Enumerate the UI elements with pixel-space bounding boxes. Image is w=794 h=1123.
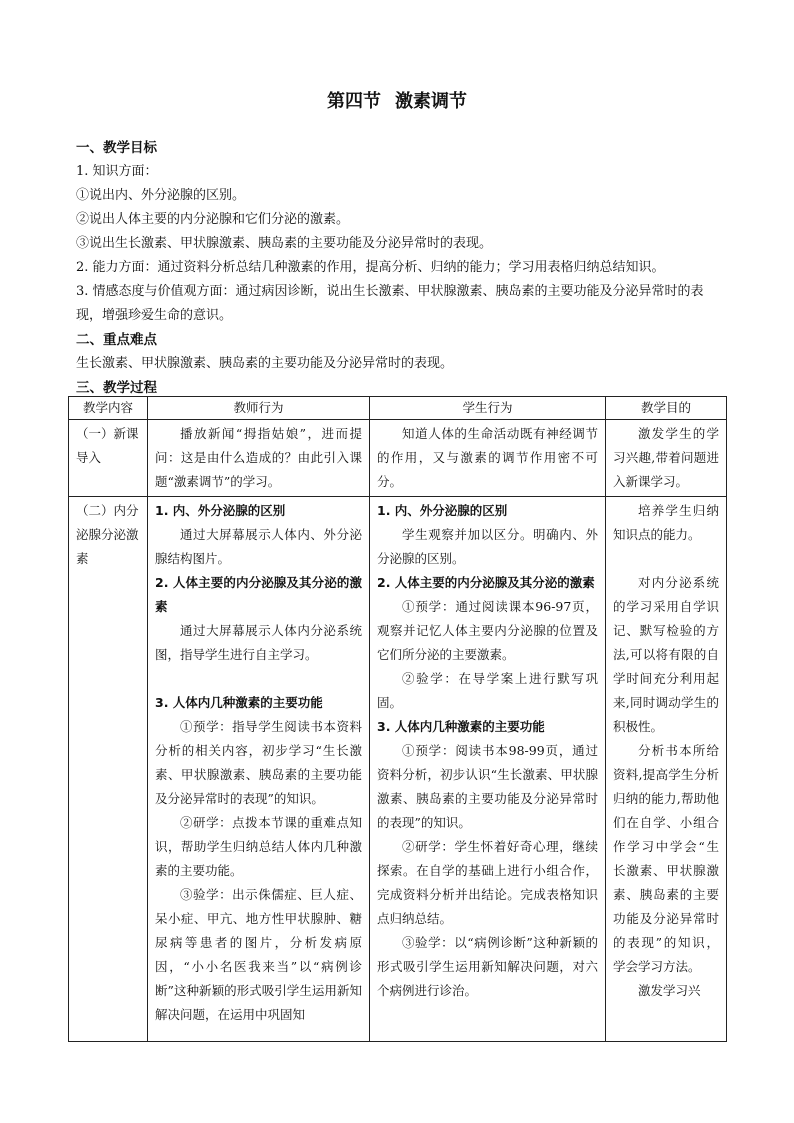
student-paragraph: ①预学：通过阅读课本96-97页，观察并记忆人体主要内分泌腺的位置及它们所分泌的主要激素。 [377,599,598,662]
objective-line: 3. 情感态度与价值观方面：通过病因诊断，说出生长激素、甲状腺激素、胰岛素的主要功能及分泌异常时的表现，增强珍爱生命的意识。 [76,284,704,323]
section-heading-key-points: 二、重点难点 [76,332,157,348]
purpose-paragraph: 分析书本所给资料,提高学生分析归纳的能力,帮助他们在自学、小组合作学习中学会“生长激素、甲状腺激素、胰岛素的主要功能及分泌异常时的表现”的知识，学会学习方法。 [613,743,719,974]
page-title [0,87,794,113]
student-subheading: 1. 内、外分泌腺的区别 [377,503,508,518]
section-heading-process: 三、教学过程 [76,380,157,396]
header-teacher: 教师行为 [148,397,370,420]
student-paragraph: ③验学：以“病例诊断”这种新颖的形式吸引学生运用新知解决问题，对六个病例进行诊治。 [377,935,598,998]
table-row [69,497,727,1042]
section-heading-objectives: 一、教学目标 [76,140,157,156]
cell-student: 知道人体的生命活动既有神经调节的作用，又与激素的调节作用密不可分。 [370,420,606,497]
teacher-paragraph: 通过大屏幕展示人体内分泌系统图，指导学生进行自主学习。 [155,623,362,662]
student-paragraph: ②研学：学生怀着好奇心理，继续探索。在自学的基础上进行小组合作，完成资料分析并出结论。完成表格知识点归纳总结。 [377,839,598,926]
cell-content: （二）内分泌腺分泌激素 [69,497,148,1042]
title-section-number: 第四节 [327,91,381,112]
header-student: 学生行为 [370,397,606,420]
teacher-subheading: 2. 人体主要的内分泌腺及其分泌的激素 [155,575,362,614]
teacher-paragraph: ①预学：指导学生阅读书本资料分析的相关内容，初步学习“生长激素、甲状腺激素、胰岛素的主要功能及分泌异常时的表现”的知识。 [155,719,362,806]
student-subheading: 2. 人体主要的内分泌腺及其分泌的激素 [377,575,595,590]
purpose-paragraph: 对内分泌系统的学习采用自学识记、默写检验的方法,可以将有限的自学时间充分利用起来,同时调动学生的积极性。 [613,575,719,734]
purpose-paragraph: 激发学习兴 [638,983,701,998]
key-points-text: 生长激素、甲状腺激素、胰岛素的主要功能及分泌异常时的表现。 [76,356,454,371]
objective-line: 2. 能力方面：通过资料分析总结几种激素的作用，提高分析、归纳的能力；学习用表格归纳总结知识。 [76,260,665,275]
title-topic: 激素调节 [395,91,467,112]
student-paragraph: 学生观察并加以区分。明确内、外分泌腺的区别。 [377,527,598,566]
cell-purpose: 激发学生的学习兴趣,带着问题进入新课学习。 [606,420,727,497]
objective-line: 1. 知识方面： [76,164,158,179]
cell-teacher [148,497,370,1042]
student-paragraph: ①预学：阅读书本98-99页，通过资料分析，初步认识“生长激素、甲状腺激素、胰岛素的主要功能及分泌异常时的表现”的知识。 [377,743,598,830]
cell-student [370,497,606,1042]
table-header-row [69,397,727,420]
header-content: 教学内容 [69,397,148,420]
student-subheading: 3. 人体内几种激素的主要功能 [377,719,545,734]
objectives-block [76,136,726,400]
table-row [69,420,727,497]
teacher-paragraph: 通过大屏幕展示人体内、外分泌腺结构图片。 [155,527,362,566]
teacher-paragraph: ③验学：出示侏儒症、巨人症、呆小症、甲亢、地方性甲状腺肿、糖尿病等患者的图片，分析发病原因，“小小名医我来当”以“病例诊断”这种新颖的形式吸引学生运用新知解决问题，在运用中巩固知 [155,887,362,1022]
teacher-subheading: 3. 人体内几种激素的主要功能 [155,695,323,710]
student-paragraph: ②验学：在导学案上进行默写巩固。 [377,671,598,710]
header-purpose: 教学目的 [606,397,727,420]
cell-content: （一）新课导入 [69,420,148,497]
teacher-subheading: 1. 内、外分泌腺的区别 [155,503,286,518]
cell-purpose [606,497,727,1042]
teacher-paragraph: ②研学：点拨本节课的重难点知识，帮助学生归纳总结人体内几种激素的主要功能。 [155,815,362,878]
purpose-paragraph: 培养学生归纳知识点的能力。 [613,503,719,542]
cell-teacher: 播放新闻“拇指姑娘”，进而提问：这是由什么造成的？由此引入课题“激素调节”的学习。 [148,420,370,497]
teaching-process-table [68,396,727,1042]
objective-line: ③说出生长激素、甲状腺激素、胰岛素的主要功能及分泌异常时的表现。 [76,236,493,251]
objective-line: ②说出人体主要的内分泌腺和它们分泌的激素。 [76,212,350,227]
objective-line: ①说出内、外分泌腺的区别。 [76,188,246,203]
